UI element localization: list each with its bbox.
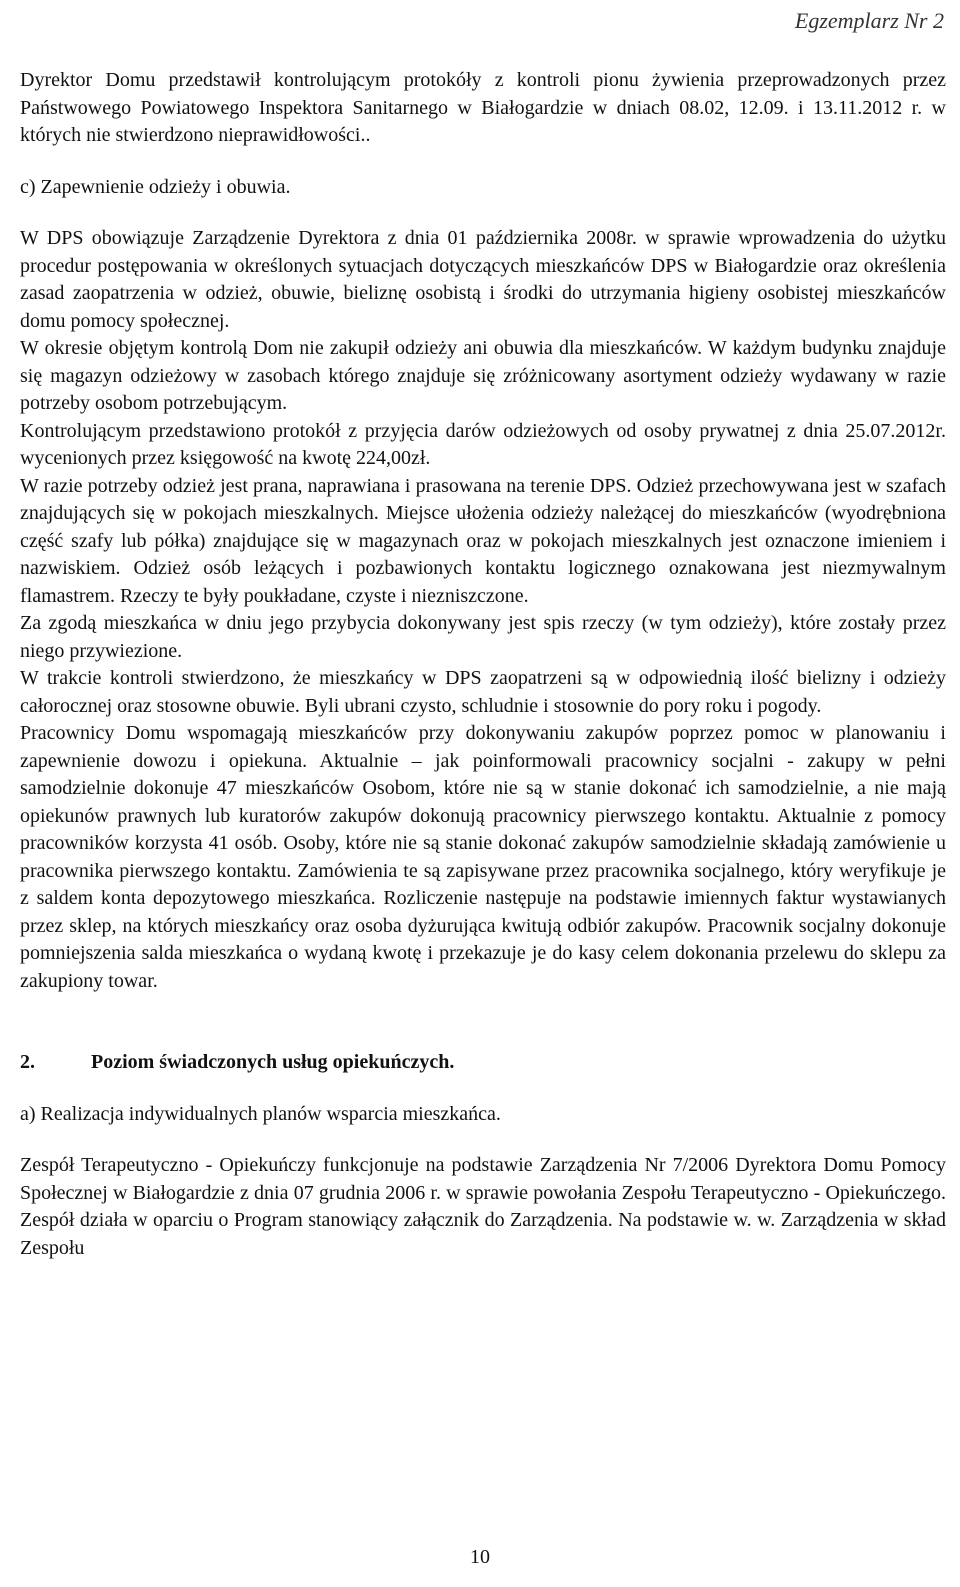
paragraph-donation-protocol: Kontrolującym przedstawiono protokół z przyjęcia darów odzieżowych od osoby prywatnej z dnia 25.07.2012r. wycenionych przez księgowość na kwotę 224,00zł. [20,419,946,469]
page-number: 10 [470,1546,490,1568]
paragraph-therapeutic-team: Zespół Terapeutyczno - Opiekuńczy funkcjonuje na podstawie Zarządzenia Nr 7/2006 Dyrektora Domu Pomocy Społecznej w Białogardzie z dnia 07 grudnia 2006 r. w sprawie powołania Zespołu Terapeutyczno - Opiekuńczego. Zespół działa w oparciu o Program stanowiący załącznik do Zarządzenia. Na podstawie w. w. Zarządzenia w skład Zespołu [20,1154,946,1259]
spacer [20,995,946,1049]
paragraph-shopping-assistance: Pracownicy Domu wspomagają mieszkańców przy dokonywaniu zakupów poprzez pomoc w planowaniu i zapewnienie dowozu i opiekuna. Aktualnie – jak poinformowali pracownicy socjalni - zakupy w pełni samodzielnie dokonuje 47 mieszkańców Osobom, które nie są w stanie dokonać ich samodzielnie, a nie mają opiekunów prawnych lub kuratorów zakupów dokonują pracownicy pierwszego kontaktu. Aktualnie z pomocy pracowników korzysta 41 osób. Osoby, które nie są stanie dokonać zakupów samodzielnie składają zamówienie u pracownika pierwszego kontaktu. Zamówienia te są zapisywane przez pracownika socjalnego, który weryfikuje je z saldem konta depozytowego mieszkańca. Rozliczenie następuje na podstawie imiennych faktur wystawianych przez sklep, na których mieszkańcy oraz osoba dyżurująca kwitują odbiór zakupów. Pracownik socjalny dokonuje pomniejszenia salda mieszkańca o wydaną kwotę i przekazuje je do kasy celem dokonania przelewu do sklepu za zakupiony towar. [20,722,946,992]
spacer [20,150,946,174]
section-heading [20,1049,946,1077]
document-body [20,67,946,1262]
copy-label: Egzemplarz Nr 2 [794,8,944,33]
section-number: 2. [20,1051,35,1073]
paragraph-inspection-findings: W trakcie kontroli stwierdzono, że mieszkańcy w DPS zaopatrzeni są w odpowiednią ilość bielizny i odzieży całorocznej oraz stosowne obuwie. Byli ubrani czysto, schludnie i stosownie do pory roku i pogody. [20,667,946,717]
paragraph-laundry: W razie potrzeby odzież jest prana, naprawiana i prasowana na terenie DPS. Odzież przechowywana jest w szafach znajdujących się w pokojach mieszkalnych. Miejsce ułożenia odzieży należącej do mieszkańców (wyodrębniona część szafy lub półka) znajdujące się w magazynach oraz w pokojach mieszkalnych jest oznaczone imieniem i nazwiskiem. Odzież osób leżących i pozbawionych kontaktu logicznego oznakowana jest niezmywalnym flamastrem. Rzeczy te były poukładane, czyste i niezniszczone. [20,474,946,607]
subsection-a-heading: a) Realizacja indywidualnych planów wsparcia mieszkańca. [20,1102,501,1125]
paragraph-director-order: W DPS obowiązuje Zarządzenie Dyrektora z dnia 01 października 2008r. w sprawie wprowadzenia do użytku procedur postępowania w określonych sytuacjach dotyczących mieszkańców DPS w Białogardzie oraz określenia zasad zaopatrzenia w odzież, obuwie, bieliznę osobistą i środki do utrzymania higieny osobistej mieszkańców domu pomocy społecznej. [20,227,946,332]
paragraph-inventory: Za zgodą mieszkańca w dniu jego przybycia dokonywany jest spis rzeczy (w tym odzieży), które zostały przez niego przywiezione. [20,612,946,662]
section-title: Poziom świadczonych usług opiekuńczych. [91,1051,455,1073]
spacer [20,1128,946,1152]
subsection-c-heading: c) Zapewnienie odzieży i obuwia. [20,175,291,198]
spacer [20,201,946,225]
paragraph-clothing-storage: W okresie objętym kontrolą Dom nie zakupił odzieży ani obuwia dla mieszkańców. W każdym budynku znajduje się magazyn odzieżowy w zasobach którego znajduje się zróżnicowany asortyment odzieży wydawany w razie potrzeby osobom potrzebującym. [20,337,946,414]
paragraph-sanitary-inspection: Dyrektor Domu przedstawił kontrolującym protokóły z kontroli pionu żywienia przeprowadzonych przez Państwowego Powiatowego Inspektora Sanitarnego w Białogardzie w dniach 08.02, 12.09. i 13.11.2012 r. w których nie stwierdzono nieprawidłowości.. [20,69,946,146]
spacer [20,1077,946,1101]
